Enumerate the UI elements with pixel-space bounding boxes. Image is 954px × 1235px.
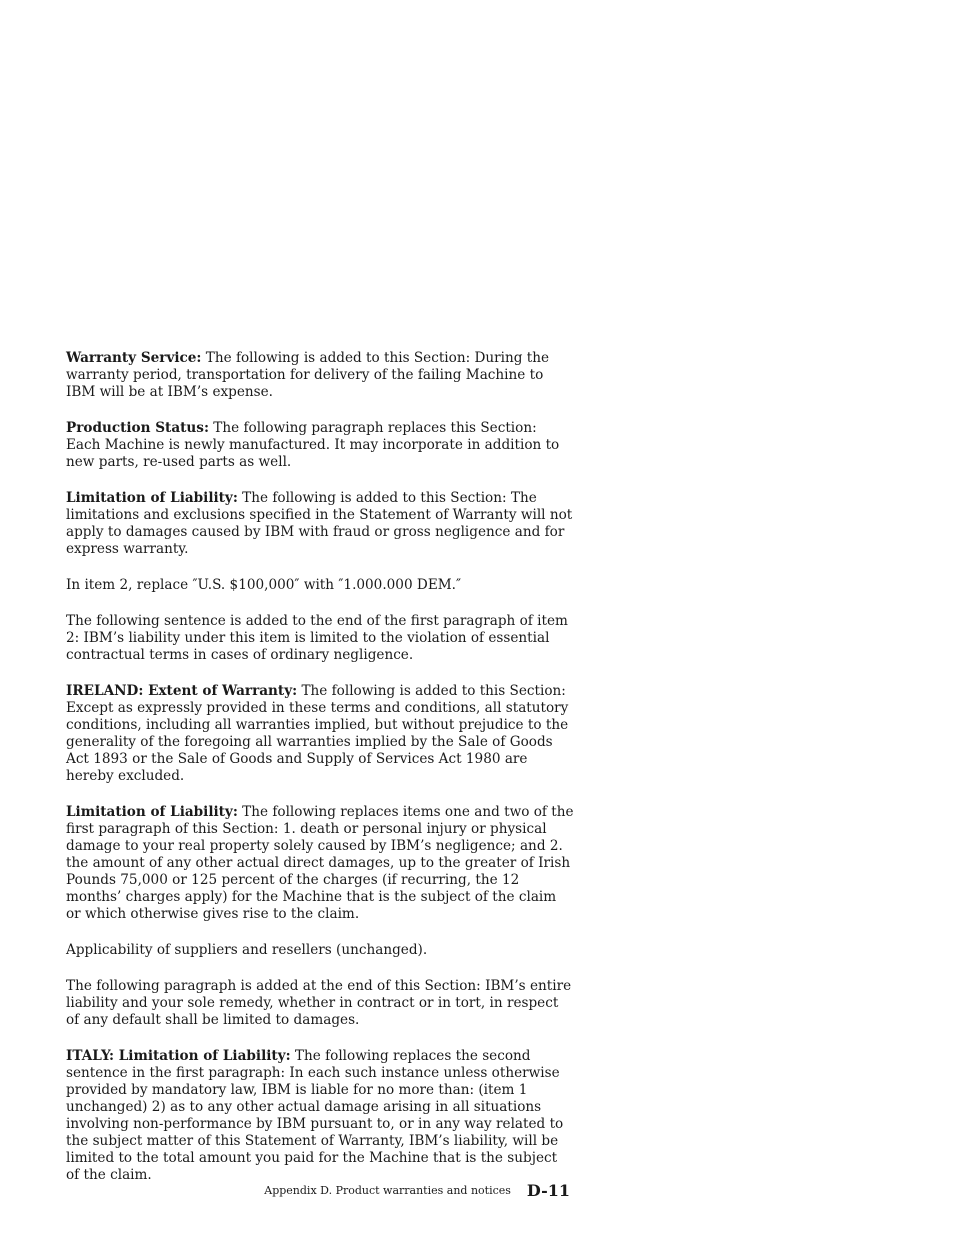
paragraph-heading: Limitation of Liability:	[66, 490, 238, 506]
paragraph-italy-limitation-of-liability	[66, 1048, 574, 1184]
paragraph-heading: IRELAND: Extent of Warranty:	[66, 683, 298, 699]
paragraph-ireland-limitation-of-liability	[66, 804, 574, 923]
paragraph-text: In item 2, replace ″U.S. $100,000″ with ″1.000.000 DEM.″	[66, 577, 462, 593]
paragraph-text: Applicability of suppliers and resellers (unchanged).	[66, 942, 428, 958]
paragraph-heading: Limitation of Liability:	[66, 804, 238, 820]
paragraph-text: The following is added to this Section: During the warranty period, transportation for delivery of the failing Machine to IBM will be at IBM’s expense.	[66, 350, 550, 400]
paragraph-text: The following replaces the second sentence in the first paragraph: In each such instance unless otherwise provided by mandatory law, IBM is liable for no more than: (item 1 unchanged) 2) as to any other actual damage arising in all situations involving non-performance by IBM pursuant to, or in any way related to the subject matter of this Statement of Warranty, IBM’s liability, will be limited to the total amount you paid for the Machine that is the subject of the claim.	[66, 1048, 564, 1183]
footer-section-title: Appendix D. Product warranties and notices	[264, 1184, 511, 1197]
paragraph-text: The following is added to this Section: The limitations and exclusions specified in the Statement of Warranty will not apply to damages caused by IBM with fraud or gross negligence and for express warranty.	[66, 490, 573, 557]
paragraph-limitation-of-liability	[66, 490, 574, 558]
paragraph-applicability	[66, 942, 574, 959]
document-body	[66, 350, 574, 1203]
paragraph-entire-liability	[66, 978, 574, 1029]
paragraph-ireland-extent-of-warranty	[66, 683, 574, 785]
paragraph-text: The following paragraph replaces this Section: Each Machine is newly manufactured. It may incorporate in addition to new parts, re-used parts as well.	[66, 420, 560, 470]
paragraph-heading: ITALY: Limitation of Liability:	[66, 1048, 291, 1064]
paragraph-warranty-service	[66, 350, 574, 401]
page-footer	[0, 1180, 570, 1200]
paragraph-item-2-replacement	[66, 577, 574, 594]
paragraph-text: The following paragraph is added at the end of this Section: IBM’s entire liability and your sole remedy, whether in contract or in tort, in respect of any default shall be limited to damages.	[66, 978, 572, 1028]
paragraph-item-2-sentence	[66, 613, 574, 664]
paragraph-production-status	[66, 420, 574, 471]
paragraph-text: The following sentence is added to the end of the first paragraph of item 2: IBM’s liability under this item is limited to the violation of essential contractual terms in cases of ordinary negligence.	[66, 613, 568, 663]
paragraph-heading: Production Status:	[66, 420, 209, 436]
page-number: D-11	[526, 1181, 570, 1200]
paragraph-text: The following replaces items one and two of the first paragraph of this Section: 1. death or personal injury or physical damage to your real property solely caused by IBM’s negligence; and 2. the amount of any other actual direct damages, up to the greater of Irish Pounds 75,000 or 125 percent of the charges (if recurring, the 12 months’ charges apply) for the Machine that is the subject of the claim or which otherwise gives rise to the claim.	[66, 804, 574, 922]
paragraph-text: The following is added to this Section: Except as expressly provided in these terms and conditions, all statutory conditions, including all warranties implied, but without prejudice to the generality of the foregoing all warranties implied by the Sale of Goods Act 1893 or the Sale of Goods and Supply of Services Act 1980 are hereby excluded.	[66, 683, 569, 784]
paragraph-heading: Warranty Service:	[66, 350, 202, 366]
